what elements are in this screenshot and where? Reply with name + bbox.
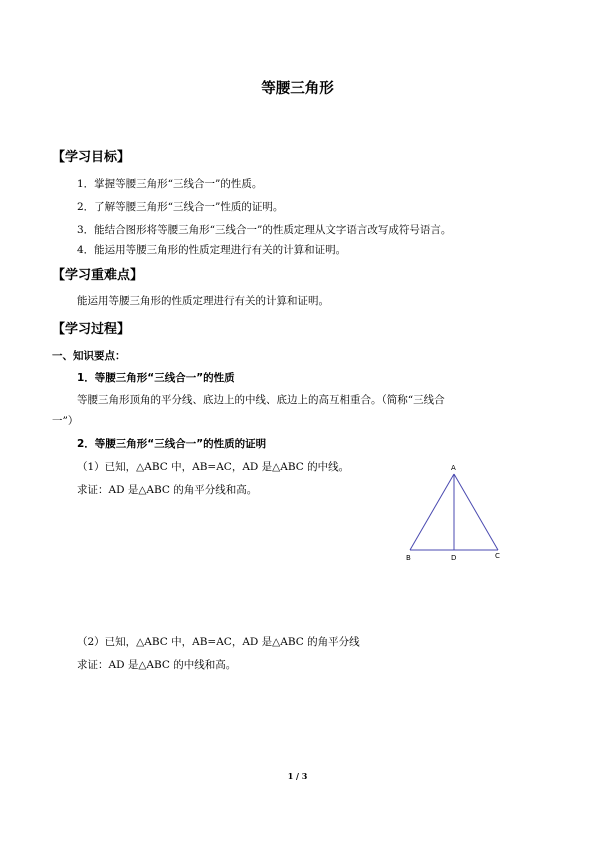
question2-given: （2）已知，△ABC 中，AB=AC，AD 是△ABC 的角平分线 [77, 636, 360, 648]
question1-prove: 求证：AD 是△ABC 的角平分线和高。 [77, 484, 258, 496]
question1-given: （1）已知，△ABC 中，AB=AC，AD 是△ABC 的中线。 [77, 461, 350, 473]
page-title: 等腰三角形 [261, 81, 334, 97]
goal-item-4: 4．能运用等腰三角形的性质定理进行有关的计算和证明。 [77, 244, 347, 256]
property-title: 1．等腰三角形“三线合一”的性质 [77, 372, 235, 384]
process-heading: 【学习过程】 [52, 322, 131, 337]
proof-title: 2．等腰三角形“三线合一”的性质的证明 [77, 438, 267, 450]
knowledge-points-label: 一、知识要点： [52, 350, 126, 362]
isosceles-triangle-figure [398, 460, 510, 566]
point-label-d: D [451, 554, 457, 562]
goal-item-2: 2．了解等腰三角形“三线合一”性质的证明。 [77, 201, 284, 213]
goal-item-3: 3．能结合图形将等腰三角形“三线合一”的性质定理从文字语言改写成符号语言。 [77, 224, 452, 236]
goals-heading: 【学习目标】 [52, 150, 131, 165]
goal-item-1: 1．掌握等腰三角形“三线合一”的性质。 [77, 178, 263, 190]
property-text-line2: 一”） [52, 415, 79, 427]
vertex-label-b: B [406, 554, 411, 562]
page-number: 1 / 3 [287, 771, 308, 781]
question2-prove: 求证：AD 是△ABC 的中线和高。 [77, 659, 237, 671]
property-text-line1: 等腰三角形顶角的平分线、底边上的中线、底边上的高互相重合。（简称“三线合 [77, 394, 445, 406]
vertex-label-a: A [451, 464, 456, 472]
vertex-label-c: C [495, 552, 500, 560]
keypoints-heading: 【学习重难点】 [52, 268, 144, 283]
side-ab [410, 474, 454, 550]
keypoints-text: 能运用等腰三角形的性质定理进行有关的计算和证明。 [77, 295, 329, 307]
side-ac [454, 474, 498, 550]
